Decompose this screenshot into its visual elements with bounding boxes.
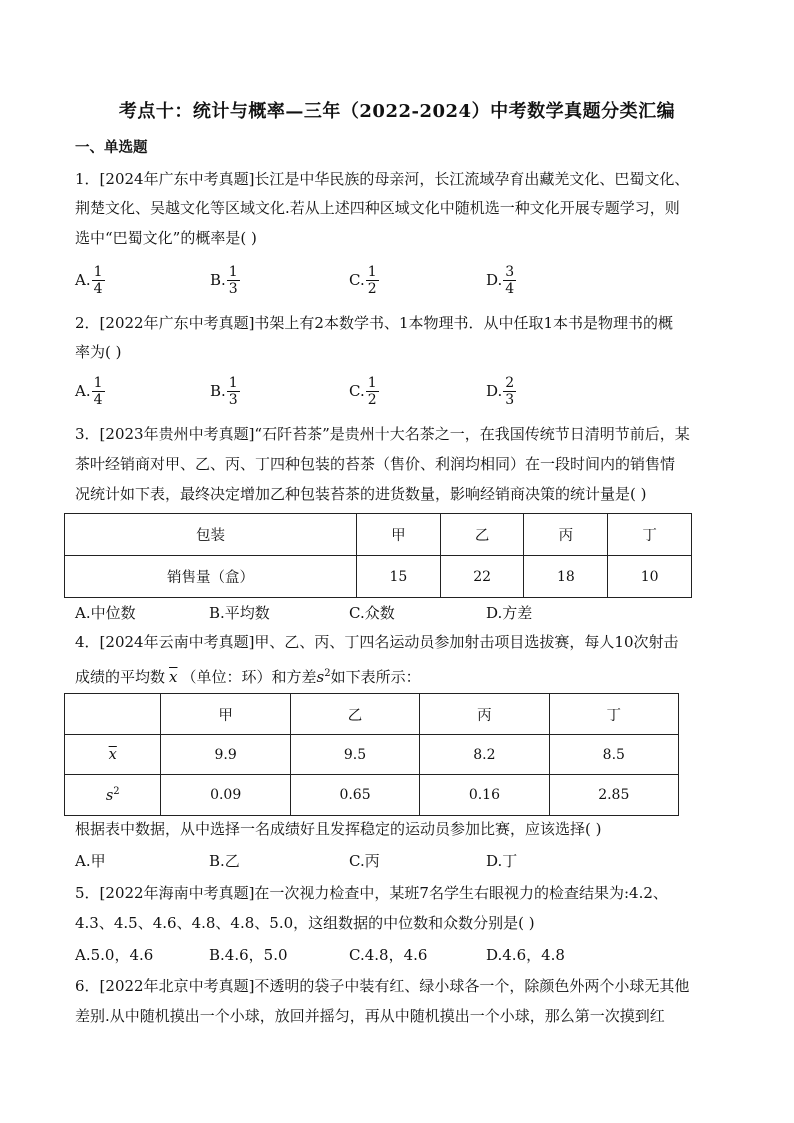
table-cell: 包装 xyxy=(65,514,357,556)
table-cell: 乙 xyxy=(290,694,419,735)
table-cell: 0.09 xyxy=(161,775,290,816)
q4-line-1: 4．[2024年云南中考真题]甲、乙、丙、丁四名运动员参加射击项目选拔赛，每人10次射击 xyxy=(75,633,679,651)
variance-symbol: s xyxy=(105,787,114,804)
mean-symbol: $\overline{x}$ xyxy=(169,668,178,686)
fraction: $\frac{1}{4}$ xyxy=(93,374,103,408)
table-cell: 0.65 xyxy=(290,775,419,816)
fraction: $\frac{3}{4}$ xyxy=(505,263,515,297)
q3-option-a[interactable]: A.中位数 xyxy=(75,604,136,622)
q1-option-d[interactable]: D. $\frac{3}{4}$ xyxy=(486,263,515,297)
table-cell: 乙 xyxy=(440,514,524,556)
table-cell: 10 xyxy=(608,556,692,598)
mean-symbol: $\overline{x}$ xyxy=(108,746,117,763)
table-cell: 9.9 xyxy=(161,735,290,775)
q5-option-c[interactable]: C.4.8，4.6 xyxy=(349,946,428,964)
q3-line-3: 况统计如下表，最终决定增加乙种包装苔茶的进货数量，影响经销商决策的统计量是( ) xyxy=(75,485,647,503)
table-row xyxy=(65,775,679,816)
q3-line-1: 3．[2023年贵州中考真题]“石阡苔茶”是贵州十大名茶之一，在我国传统节日清明节前后，某 xyxy=(75,425,690,443)
table-cell: 销售量（盒） xyxy=(65,556,357,598)
q4-option-b[interactable]: B.乙 xyxy=(209,852,240,870)
table-cell: 0.16 xyxy=(420,775,549,816)
table-cell: 丙 xyxy=(524,514,608,556)
q5-line-1: 5．[2022年海南中考真题]在一次视力检查中，某班7名学生右眼视力的检查结果为:4.2、 xyxy=(75,884,668,902)
q4-option-c[interactable]: C.丙 xyxy=(349,852,380,870)
q2-option-d[interactable]: D. $\frac{2}{3}$ xyxy=(486,374,515,408)
q3-option-b[interactable]: B.平均数 xyxy=(209,604,270,622)
q1-option-a[interactable]: A. $\frac{1}{4}$ xyxy=(75,263,103,297)
table-cell: 22 xyxy=(440,556,524,598)
q3-option-c[interactable]: C.众数 xyxy=(349,604,395,622)
q4-option-d[interactable]: D.丁 xyxy=(486,852,518,870)
table-cell: 8.5 xyxy=(549,735,678,775)
table-cell: 丁 xyxy=(608,514,692,556)
table-cell: 甲 xyxy=(357,514,441,556)
table-cell: 18 xyxy=(524,556,608,598)
table-cell: 8.2 xyxy=(420,735,549,775)
table-header-row xyxy=(65,514,692,556)
q2-line-2: 率为( ) xyxy=(75,343,122,361)
q5-option-a[interactable]: A.5.0，4.6 xyxy=(75,946,154,964)
fraction: $\frac{1}{3}$ xyxy=(228,263,238,297)
fraction: $\frac{1}{3}$ xyxy=(228,374,238,408)
fraction: $\frac{1}{2}$ xyxy=(367,263,377,297)
q1-line-1: 1．[2024年广东中考真题]长江是中华民族的母亲河，长江流域孕育出藏羌文化、巴蜀文化、 xyxy=(75,170,690,188)
q5-option-b[interactable]: B.4.6，5.0 xyxy=(209,946,288,964)
fraction: $\frac{1}{4}$ xyxy=(93,263,103,297)
q4-line-3: 根据表中数据，从中选择一名成绩好且发挥稳定的运动员参加比赛，应该选择( ) xyxy=(75,820,602,838)
q2-options xyxy=(75,371,715,411)
q2-option-b[interactable]: B. $\frac{1}{3}$ xyxy=(210,374,238,408)
table-cell: 丁 xyxy=(549,694,678,735)
q2-option-a[interactable]: A. $\frac{1}{4}$ xyxy=(75,374,103,408)
q2-line-1: 2．[2022年广东中考真题]书架上有2本数学书、1本物理书．从中任取1本书是物理书的概 xyxy=(75,314,674,332)
table-cell xyxy=(65,694,161,735)
table-cell: 2.85 xyxy=(549,775,678,816)
q1-option-c[interactable]: C. $\frac{1}{2}$ xyxy=(349,263,377,297)
q3-line-2: 茶叶经销商对甲、乙、丙、丁四种包装的苔茶（售价、利润均相同）在一段时间内的销售情 xyxy=(75,455,676,473)
fraction: $\frac{2}{3}$ xyxy=(505,374,515,408)
section-heading: 一、单选题 xyxy=(75,139,148,156)
table-cell: 甲 xyxy=(161,694,290,735)
q1-options xyxy=(75,260,715,300)
q5-line-2: 4.3、4.5、4.6、4.8、4.8、5.0，这组数据的中位数和众数分别是( ) xyxy=(75,914,535,932)
q6-line-1: 6．[2022年北京中考真题]不透明的袋子中装有红、绿小球各一个，除颜色外两个小球无其他 xyxy=(75,977,690,995)
q1-line-2: 荆楚文化、吴越文化等区域文化.若从上述四种区域文化中随机选一种文化开展专题学习，则 xyxy=(75,199,680,217)
q4-score-table xyxy=(64,693,679,816)
q4-option-a[interactable]: A.甲 xyxy=(75,852,106,870)
q2-option-c[interactable]: C. $\frac{1}{2}$ xyxy=(349,374,377,408)
fraction: $\frac{1}{2}$ xyxy=(367,374,377,408)
q1-option-b[interactable]: B. $\frac{1}{3}$ xyxy=(210,263,238,297)
table-cell: 丙 xyxy=(420,694,549,735)
variance-symbol: s xyxy=(316,668,325,686)
table-cell: $s^2$ xyxy=(65,775,161,816)
table-cell xyxy=(65,735,161,775)
page-title: 考点十：统计与概率—三年（2022-2024）中考数学真题分类汇编 xyxy=(118,101,676,122)
table-header-row xyxy=(65,694,679,735)
q3-sales-table xyxy=(64,513,692,598)
q3-option-d[interactable]: D.方差 xyxy=(486,604,533,622)
q1-line-3: 选中“巴蜀文化”的概率是( ) xyxy=(75,229,257,247)
q5-option-d[interactable]: D.4.6，4.8 xyxy=(486,946,565,964)
q4-line-2: 成绩的平均数 $\overline{x}$ （单位：环）和方差$s^2$如下表所示： xyxy=(75,668,421,686)
table-cell: 15 xyxy=(357,556,441,598)
q6-line-2: 差别.从中随机摸出一个小球，放回并摇匀，再从中随机摸出一个小球，那么第一次摸到红 xyxy=(75,1007,665,1025)
table-row xyxy=(65,735,679,775)
table-row xyxy=(65,556,692,598)
table-cell: 9.5 xyxy=(290,735,419,775)
